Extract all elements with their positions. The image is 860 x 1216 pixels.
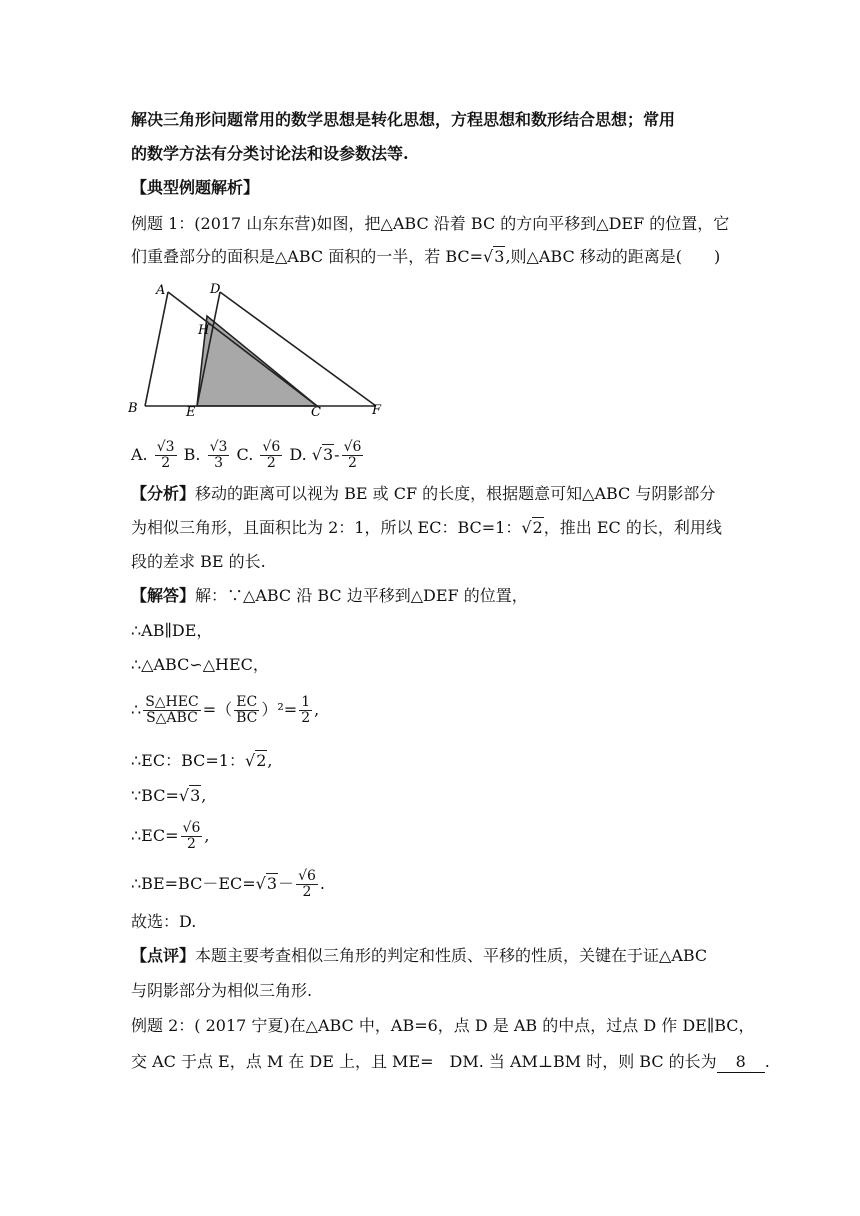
answer-blank: 8: [717, 1052, 765, 1073]
option-d-fraction: $\frac{√6}{2}$: [343, 439, 362, 471]
example2-line-2: 交 AC 于点 E，点 M 在 DE 上，且 ME= DM. 当 AM⊥BM 时，则 BC 的长为 8 .: [131, 1052, 770, 1071]
comment-line-1: 【点评】本题主要考查相似三角形的判定和性质、平移的性质，关键在于证△ABC: [131, 946, 708, 965]
segment-AB: [145, 292, 168, 406]
section-heading: 【典型例题解析】: [131, 178, 260, 197]
label-D: D: [210, 282, 221, 297]
answer-line-7: ∴EC= $\frac{√6}{2}$ ,: [131, 820, 210, 852]
answer-line-2: ∴AB∥DE，: [131, 621, 213, 640]
option-c-fraction: $\frac{√6}{2}$: [262, 439, 281, 471]
answer-line-3: ∴△ABC∽△HEC，: [131, 655, 269, 674]
label-C: C: [311, 405, 321, 420]
example1-line-2: 们重叠部分的面积是△ABC 面积的一半，若 BC=√3,则△ABC 移动的距离是( ): [131, 247, 721, 266]
label-A: A: [156, 283, 166, 298]
sqrt: √2: [521, 518, 543, 537]
label-B: B: [128, 401, 138, 416]
answer-line-4: ∴ $\frac{\text{S△HEC}}{\text{S△ABC}}$ =（ $\frac{EC}{BC}$ ）²= $\frac{1}{2}$ ,: [131, 694, 320, 726]
answer-line-1: 【解答】解：∵△ABC 沿 BC 边平移到△DEF 的位置，: [131, 586, 528, 605]
option-a-fraction: $\frac{√3}{2}$: [156, 439, 175, 471]
label-H: H: [198, 323, 210, 338]
example1-options: A. $\frac{√3}{2}$ B. $\frac{√3}{3}$ C. $\frac{√6}{2}$ D. √3- $\frac{√6}{2}$: [131, 439, 362, 471]
ec-value-fraction: $\frac{√6}{2}$: [182, 820, 201, 852]
label-F: F: [372, 403, 382, 418]
answer-line-8: ∴BE=BC－EC=√3－ $\frac{√6}{2}$ .: [131, 864, 325, 904]
sqrt: √3: [255, 874, 278, 893]
analysis-line-3: 段的差求 BE 的长.: [131, 552, 266, 571]
example1-line-1: 例题 1：(2017 山东东营)如图，把△ABC 沿着 BC 的方向平移到△DEF 的位置，它: [131, 214, 730, 233]
triangle-figure: [128, 278, 398, 423]
answer-line-6: ∵BC=√3,: [131, 786, 207, 805]
sqrt: √3: [483, 247, 505, 266]
sqrt: √2: [245, 751, 267, 770]
answer-line-5: ∴EC：BC=1：√2,: [131, 751, 273, 770]
answer-line-9: 故选：D.: [131, 912, 197, 931]
sqrt: √3: [311, 445, 334, 464]
intro-line-2: 的数学方法有分类讨论法和设参数法等.: [131, 144, 409, 163]
sqrt: √3: [178, 786, 201, 805]
comment-line-2: 与阴影部分为相似三角形.: [131, 981, 313, 1000]
example2-line-1: 例题 2：( 2017 宁夏)在△ABC 中，AB=6，点 D 是 AB 的中点，过点 D 作 DE∥BC，: [131, 1016, 755, 1035]
area-ratio-fraction: $\frac{\text{S△HEC}}{\text{S△ABC}}$: [145, 694, 199, 726]
analysis-line-2: 为相似三角形，且面积比为 2：1，所以 EC：BC=1：√2，推出 EC 的长，利用线: [131, 518, 722, 537]
analysis-line-1: 【分析】移动的距离可以视为 BE 或 CF 的长度，根据题意可知△ABC 与阴影部分: [131, 484, 716, 503]
half-fraction: $\frac{1}{2}$: [301, 694, 311, 726]
be-value-fraction: $\frac{√6}{2}$: [298, 868, 316, 900]
intro-line-1: 解决三角形问题常用的数学思想是转化思想，方程思想和数形结合思想；常用: [131, 110, 676, 129]
label-E: E: [186, 405, 196, 420]
option-b-fraction: $\frac{√3}{3}$: [209, 439, 228, 471]
ec-bc-fraction: $\frac{EC}{BC}$: [236, 694, 258, 726]
